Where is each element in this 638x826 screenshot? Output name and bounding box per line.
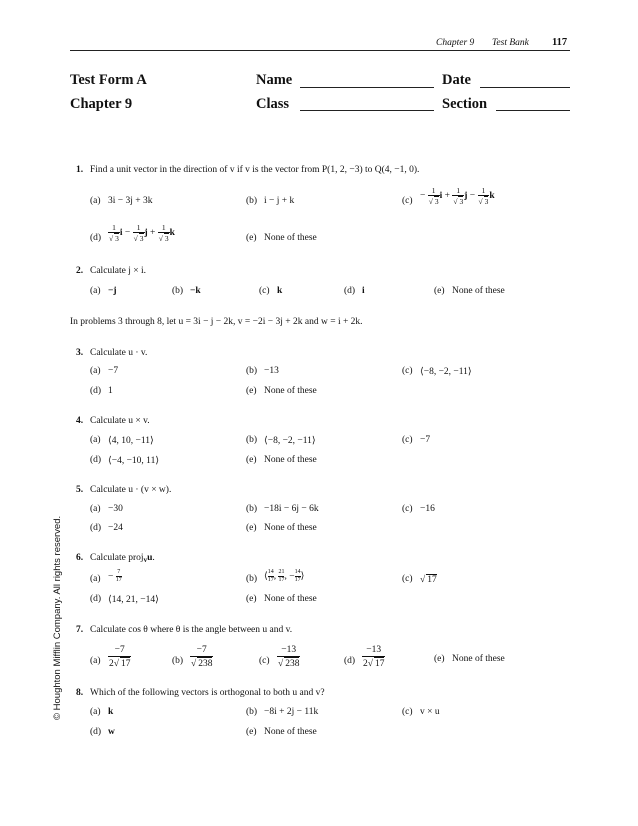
q6-d-text: ⟨14, 21, −14⟩ xyxy=(108,595,159,605)
date-label: Date xyxy=(442,72,471,88)
q2-e-text: None of these xyxy=(452,286,505,296)
q2-d-label: (d) xyxy=(344,286,356,296)
q2-a-label: (a) xyxy=(90,286,101,296)
q3-b-label: (b) xyxy=(246,366,258,376)
q5-d-label: (d) xyxy=(90,523,102,533)
q4-d-text: ⟨−4, −10, 11⟩ xyxy=(108,456,160,466)
q8-text: Which of the following vectors is orthogonal to both u and v? xyxy=(90,688,325,698)
q3-b-text: −13 xyxy=(264,366,279,376)
q8-b-text: −8i + 2j − 11k xyxy=(264,707,319,717)
q6-d-label: (d) xyxy=(90,594,102,604)
name-label: Name xyxy=(256,72,293,88)
section-label: Section xyxy=(442,96,488,112)
q6-e-label: (e) xyxy=(246,594,257,604)
q2-a-text: −j xyxy=(108,286,117,296)
q7-c-label: (c) xyxy=(259,656,270,666)
q6-b-label: (b) xyxy=(246,574,258,584)
q4-b-text: ⟨−8, −2, −11⟩ xyxy=(264,436,316,446)
q6-c-radicand: 17 xyxy=(427,575,437,585)
problems-intro: In problems 3 through 8, let u = 3i − j − 2k, v = −2i − 3j + 2k and w = i + 2k. xyxy=(70,317,363,327)
date-field[interactable] xyxy=(480,87,570,88)
q3-d-label: (d) xyxy=(90,386,102,396)
q1-a-text: 3i − 3j + 3k xyxy=(108,196,153,206)
q2-d-text: i xyxy=(362,286,365,296)
page-number: 117 xyxy=(552,37,568,48)
q4-b-label: (b) xyxy=(246,435,258,445)
q8-d-text: w xyxy=(108,727,115,737)
q5-text: Calculate u · (v × w). xyxy=(90,485,172,495)
q3-number: 3. xyxy=(76,348,84,358)
q3-e-text: None of these xyxy=(264,386,317,396)
q7-text: Calculate cos θ where θ is the angle between u and v. xyxy=(90,625,293,635)
q5-a-label: (a) xyxy=(90,504,101,514)
q6-c-expr: √ 17 xyxy=(420,575,437,585)
q4-text: Calculate u × v. xyxy=(90,416,150,426)
q2-text: Calculate j × i. xyxy=(90,266,147,276)
q3-c-label: (c) xyxy=(402,366,413,376)
q4-a-label: (a) xyxy=(90,435,101,445)
q7-number: 7. xyxy=(76,625,84,635)
name-field[interactable] xyxy=(300,87,434,88)
q2-b-text: −k xyxy=(190,286,201,296)
q3-e-label: (e) xyxy=(246,386,257,396)
q2-e-label: (e) xyxy=(434,286,445,296)
chapter-title: Chapter 9 xyxy=(70,96,133,112)
q8-e-label: (e) xyxy=(246,727,257,737)
q5-e-text: None of these xyxy=(264,523,317,533)
q1-a-label: (a) xyxy=(90,196,101,206)
q5-number: 5. xyxy=(76,485,84,495)
q3-a-label: (a) xyxy=(90,366,101,376)
q6-a-expr: − $\frac{7}{17}$ xyxy=(108,569,122,583)
q7-a-expr: $\frac{-7}{2√ 17}$ xyxy=(109,645,131,669)
q4-number: 4. xyxy=(76,416,84,426)
q5-b-text: −18i − 6j − 6k xyxy=(264,504,319,514)
q7-e-label: (e) xyxy=(434,654,445,664)
running-header-section: Test Bank xyxy=(492,38,529,48)
q1-b-text: i − j + k xyxy=(264,196,295,206)
q8-a-label: (a) xyxy=(90,707,101,717)
q4-e-label: (e) xyxy=(246,455,257,465)
q5-a-text: −30 xyxy=(108,504,123,514)
running-header-chapter: Chapter 9 xyxy=(436,38,475,48)
q1-e-label: (e) xyxy=(246,233,257,243)
header-rule xyxy=(70,50,570,51)
q6-b-expr: ⟨ $\frac{14}{17}$, $\frac{21}{17}$, − $\frac{14}{17}⟩$ xyxy=(264,569,305,583)
q5-c-text: −16 xyxy=(420,504,435,514)
q2-c-text: k xyxy=(277,286,283,296)
q1-d-label: (d) xyxy=(90,233,102,243)
q6-sub-v: v xyxy=(143,556,148,564)
q8-e-text: None of these xyxy=(264,727,317,737)
copyright-notice: © Houghton Mifflin Company. All rights reserved. xyxy=(52,515,63,720)
q6-text: Calculate proj$_v$u. xyxy=(90,553,155,564)
q5-b-label: (b) xyxy=(246,504,258,514)
q7-b-label: (b) xyxy=(172,656,184,666)
q5-c-label: (c) xyxy=(402,504,413,514)
q1-number: 1. xyxy=(76,165,84,175)
q3-d-text: 1 xyxy=(108,386,113,396)
q8-c-label: (c) xyxy=(402,707,413,717)
q5-d-text: −24 xyxy=(108,523,123,533)
q2-b-label: (b) xyxy=(172,286,184,296)
q4-a-text: ⟨4, 10, −11⟩ xyxy=(108,436,154,446)
q5-e-label: (e) xyxy=(246,523,257,533)
q3-text: Calculate u · v. xyxy=(90,348,148,358)
q6-a-label: (a) xyxy=(90,574,101,584)
q1-d-expr: $\frac{1}{√ 3}$ i − $\frac{1}{√ 3}$ j + $\frac{1}{√ 3}$ k xyxy=(109,223,175,243)
q6-text-main: Calculate proj xyxy=(90,553,144,563)
q6-u: u xyxy=(147,553,153,563)
q7-a-label: (a) xyxy=(90,656,101,666)
q4-c-label: (c) xyxy=(402,435,413,445)
q3-c-text: ⟨−8, −2, −11⟩ xyxy=(420,367,472,377)
q7-d-label: (d) xyxy=(344,656,356,666)
class-field[interactable] xyxy=(300,110,434,111)
class-label: Class xyxy=(256,96,290,112)
q4-c-text: −7 xyxy=(420,435,431,445)
form-title: Test Form A xyxy=(70,72,147,88)
q4-e-text: None of these xyxy=(264,455,317,465)
q7-b-expr: $\frac{-7}{√ 238}$ xyxy=(191,645,213,669)
q6-e-text: None of these xyxy=(264,594,317,604)
q1-c-expr: − $\frac{1}{√ 3}$ i + $\frac{1}{√ 3}$ j − $\frac{1}{√ 3}$ k xyxy=(420,186,495,206)
q7-e-text: None of these xyxy=(452,654,505,664)
q2-number: 2. xyxy=(76,266,84,276)
q3-a-text: −7 xyxy=(108,366,119,376)
q1-b-label: (b) xyxy=(246,196,258,206)
q4-d-label: (d) xyxy=(90,455,102,465)
q6-number: 6. xyxy=(76,553,84,563)
q1-e-text: None of these xyxy=(264,233,317,243)
q1-c-label: (c) xyxy=(402,196,413,206)
q7-d-expr: $\frac{-13}{2√ 17}$ xyxy=(363,645,385,669)
q7-c-expr: $\frac{-13}{√ 238}$ xyxy=(278,645,300,669)
q8-c-text: v × u xyxy=(420,707,440,717)
section-field[interactable] xyxy=(496,110,570,111)
q8-d-label: (d) xyxy=(90,727,102,737)
q1-text: Find a unit vector in the direction of v if v is the vector from P(1, 2, −3) to Q(4, −1, 0). xyxy=(90,165,420,175)
q6-c-label: (c) xyxy=(402,574,413,584)
q8-b-label: (b) xyxy=(246,707,258,717)
q2-c-label: (c) xyxy=(259,286,270,296)
q8-a-text: k xyxy=(108,707,114,717)
q8-number: 8. xyxy=(76,688,84,698)
